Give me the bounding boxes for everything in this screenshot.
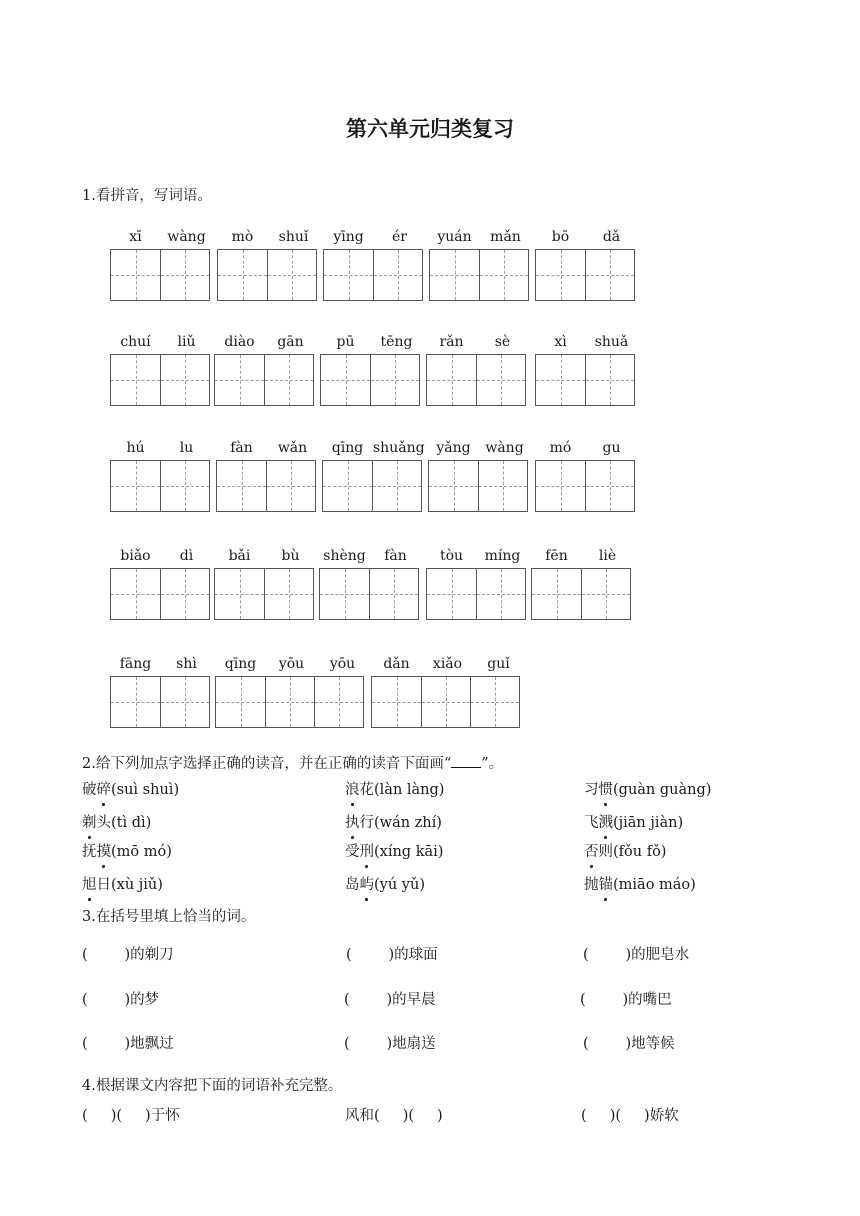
pinyin-label: yōu (329, 656, 356, 672)
character-cell[interactable] (478, 461, 527, 511)
pronunciation-item (584, 811, 683, 832)
writing-box[interactable] (426, 568, 526, 620)
character-cell[interactable] (581, 569, 630, 619)
pinyin-label: mǎn (490, 229, 521, 245)
pinyin-options[interactable]: (suì shuì) (111, 782, 180, 798)
character-cell[interactable] (267, 250, 316, 300)
character-cell[interactable] (370, 355, 419, 405)
dotted-character: 执 (345, 811, 360, 832)
word-part: 破 (82, 782, 97, 798)
pinyin-options[interactable]: (làn làng) (374, 782, 445, 798)
word-part: 岛 (345, 877, 360, 893)
pinyin-label: yīng (333, 229, 364, 245)
pinyin-label: tēng (380, 334, 413, 350)
pronunciation-item (82, 840, 172, 861)
pinyin-label: xì (554, 334, 567, 350)
pinyin-label: shèng (323, 548, 366, 564)
fill-in-item[interactable]: ( )的嘴巴 (580, 992, 672, 1008)
writing-box[interactable] (428, 460, 528, 512)
word-part: 日 (96, 877, 111, 893)
pinyin-label: gu (602, 440, 621, 456)
pinyin-label: bù (281, 548, 300, 564)
pinyin-label: mó (549, 440, 572, 456)
character-cell[interactable] (532, 569, 581, 619)
character-cell[interactable] (264, 355, 313, 405)
character-cell[interactable] (160, 569, 209, 619)
writing-box[interactable] (323, 249, 423, 301)
fill-in-item[interactable]: ( )的早晨 (344, 992, 436, 1008)
word-part: 花 (359, 782, 374, 798)
word-part: 飞 (584, 815, 599, 831)
writing-box[interactable] (535, 249, 635, 301)
pinyin-options[interactable]: (fǒu fǒ) (613, 844, 667, 860)
character-cell[interactable] (372, 461, 421, 511)
complete-word-item[interactable]: 风和( )( ) (345, 1108, 443, 1124)
dotted-character: 否 (584, 840, 599, 861)
pinyin-label: liè (598, 548, 617, 564)
pinyin-label: hú (126, 440, 145, 456)
pinyin-label: mò (231, 229, 254, 245)
writing-box[interactable] (319, 568, 419, 620)
character-cell[interactable] (217, 461, 266, 511)
writing-box[interactable] (110, 676, 210, 728)
word-part: 习 (584, 782, 599, 798)
dotted-character: 刑 (360, 840, 375, 861)
word-part: 则 (598, 844, 613, 860)
pinyin-label: fēn (545, 548, 568, 564)
character-cell[interactable] (160, 250, 209, 300)
writing-box[interactable] (110, 460, 210, 512)
character-cell[interactable] (160, 461, 209, 511)
pinyin-label: dì (179, 548, 194, 564)
page-title: 第六单元归类复习 (346, 117, 514, 141)
character-cell[interactable] (585, 355, 634, 405)
writing-box[interactable] (217, 249, 317, 301)
underline-sample (451, 755, 481, 768)
character-cell[interactable] (536, 461, 585, 511)
pinyin-label: chuí (120, 334, 151, 350)
pinyin-label: gān (277, 334, 304, 350)
dotted-character: 旭 (82, 873, 97, 894)
character-cell[interactable] (160, 355, 209, 405)
fill-in-item[interactable]: ( )地扇送 (344, 1036, 436, 1052)
character-cell[interactable] (585, 461, 634, 511)
pinyin-label: yǎng (436, 440, 471, 456)
pinyin-label: míng (484, 548, 521, 564)
character-cell[interactable] (373, 250, 422, 300)
character-cell[interactable] (264, 569, 313, 619)
dotted-character: 屿 (360, 873, 375, 894)
pinyin-options[interactable]: (tì dì) (111, 815, 152, 831)
pronunciation-item (82, 811, 151, 832)
pinyin-options[interactable]: (yú yǔ) (374, 877, 425, 893)
writing-box[interactable] (320, 354, 420, 406)
pinyin-label: shì (176, 656, 197, 672)
character-cell[interactable] (160, 677, 209, 727)
character-cell[interactable] (369, 569, 418, 619)
pinyin-label: rǎn (439, 334, 464, 350)
character-cell[interactable] (266, 461, 315, 511)
question-3-heading: 3.在括号里填上恰当的词。 (82, 909, 256, 925)
pinyin-options[interactable]: (wán zhí) (374, 815, 442, 831)
question-2-heading (82, 752, 503, 773)
character-cell[interactable] (479, 250, 528, 300)
word-part: 受 (345, 844, 360, 860)
pronunciation-item (345, 778, 444, 799)
character-cell[interactable] (372, 677, 421, 727)
pinyin-label: qīng (331, 440, 364, 456)
fill-in-item[interactable]: ( )地等候 (583, 1036, 675, 1052)
character-cell[interactable] (216, 677, 265, 727)
pronunciation-item (345, 840, 443, 861)
character-cell[interactable] (427, 355, 476, 405)
pinyin-options[interactable]: (xù jiǔ) (111, 877, 163, 893)
pinyin-label: fàn (384, 548, 407, 564)
character-cell[interactable] (111, 569, 160, 619)
character-cell[interactable] (476, 569, 525, 619)
pinyin-label: wàng (167, 229, 206, 245)
writing-box[interactable] (215, 676, 364, 728)
pinyin-label: pū (336, 334, 355, 350)
character-cell[interactable] (215, 569, 264, 619)
dotted-character: 摸 (97, 840, 112, 861)
pinyin-options[interactable]: (guàn guàng) (613, 782, 712, 798)
writing-box[interactable] (322, 460, 422, 512)
pinyin-label: shuǎng (373, 440, 425, 456)
character-cell[interactable] (215, 355, 264, 405)
pinyin-options[interactable]: (miāo máo) (613, 877, 696, 893)
pinyin-label: xiǎo (432, 656, 463, 672)
pinyin-options[interactable]: (mō mó) (111, 844, 172, 860)
character-cell[interactable] (111, 461, 160, 511)
pinyin-label: wǎn (277, 440, 308, 456)
pinyin-label: yōu (278, 656, 305, 672)
question-1-heading: 1.看拼音，写词语。 (82, 188, 212, 204)
writing-box[interactable] (371, 676, 520, 728)
dotted-character: 碎 (97, 778, 112, 799)
fill-in-item[interactable]: ( )地飘过 (82, 1036, 174, 1052)
pinyin-label: wàng (485, 440, 524, 456)
character-cell[interactable] (536, 355, 585, 405)
writing-box[interactable] (531, 568, 631, 620)
character-cell[interactable] (430, 250, 479, 300)
writing-box[interactable] (110, 354, 210, 406)
writing-box[interactable] (214, 568, 314, 620)
pronunciation-item (584, 873, 696, 894)
pinyin-label: guǐ (487, 656, 510, 672)
pinyin-label: shuǐ (278, 229, 309, 245)
writing-box[interactable] (110, 249, 210, 301)
character-cell[interactable] (111, 677, 160, 727)
dotted-character: 锚 (599, 873, 614, 894)
character-cell[interactable] (421, 677, 470, 727)
fill-in-item[interactable]: ( )的肥皂水 (583, 947, 690, 963)
pinyin-label: liǔ (177, 334, 196, 350)
question-2-heading-text: 2.给下列加点字选择正确的读音，并在正确的读音下面画“ (82, 756, 452, 772)
pinyin-label: sè (494, 334, 511, 350)
character-cell[interactable] (324, 250, 373, 300)
character-cell[interactable] (470, 677, 519, 727)
character-cell[interactable] (321, 355, 370, 405)
pinyin-label: yuán (437, 229, 472, 245)
pinyin-label: bō (551, 229, 570, 245)
pinyin-label: fāng (119, 656, 152, 672)
word-part: 头 (96, 815, 111, 831)
writing-box[interactable] (214, 354, 314, 406)
pinyin-label: dǎn (383, 656, 410, 672)
dotted-character: 惯 (599, 778, 614, 799)
word-part: 行 (359, 815, 374, 831)
pronunciation-item (82, 873, 163, 894)
dotted-character: 溅 (599, 811, 614, 832)
pinyin-label: dǎ (602, 229, 621, 245)
pronunciation-item (584, 840, 666, 861)
fill-in-item[interactable]: ( )的梦 (82, 992, 160, 1008)
complete-word-item[interactable]: ( )( )娇软 (581, 1108, 679, 1124)
writing-box[interactable] (429, 249, 529, 301)
pronunciation-item (82, 778, 179, 799)
character-cell[interactable] (476, 355, 525, 405)
character-cell[interactable] (314, 677, 363, 727)
word-part: 抚 (82, 844, 97, 860)
character-cell[interactable] (320, 569, 369, 619)
fill-in-item[interactable]: ( )的球面 (346, 947, 438, 963)
pronunciation-item (345, 811, 442, 832)
pronunciation-item (584, 778, 711, 799)
question-2-heading-end: ”。 (481, 756, 504, 772)
pronunciation-item (345, 873, 425, 894)
pinyin-label: lu (179, 440, 194, 456)
pinyin-label: ér (392, 229, 407, 245)
character-cell[interactable] (111, 355, 160, 405)
character-cell[interactable] (536, 250, 585, 300)
character-cell[interactable] (429, 461, 478, 511)
pinyin-label: qīng (224, 656, 257, 672)
pinyin-label: shuǎ (594, 334, 629, 350)
writing-box[interactable] (535, 354, 635, 406)
dotted-character: 剃 (82, 811, 97, 832)
pinyin-label: bǎi (228, 548, 251, 564)
character-cell[interactable] (323, 461, 372, 511)
character-cell[interactable] (265, 677, 314, 727)
pinyin-options[interactable]: (jiān jiàn) (613, 815, 684, 831)
writing-box[interactable] (426, 354, 526, 406)
pinyin-label: tòu (439, 548, 464, 564)
character-cell[interactable] (218, 250, 267, 300)
character-cell[interactable] (111, 250, 160, 300)
word-part: 抛 (584, 877, 599, 893)
dotted-character: 浪 (345, 778, 360, 799)
question-4-heading: 4.根据课文内容把下面的词语补充完整。 (82, 1078, 343, 1094)
writing-box[interactable] (216, 460, 316, 512)
writing-box[interactable] (110, 568, 210, 620)
pinyin-label: biǎo (120, 548, 151, 564)
writing-box[interactable] (535, 460, 635, 512)
character-cell[interactable] (427, 569, 476, 619)
pinyin-label: xī (129, 229, 142, 245)
pinyin-label: fàn (230, 440, 253, 456)
character-cell[interactable] (585, 250, 634, 300)
pinyin-label: diào (224, 334, 255, 350)
complete-word-item[interactable]: ( )( )于怀 (82, 1108, 180, 1124)
pinyin-options[interactable]: (xíng kāi) (374, 844, 444, 860)
fill-in-item[interactable]: ( )的剃刀 (82, 947, 174, 963)
